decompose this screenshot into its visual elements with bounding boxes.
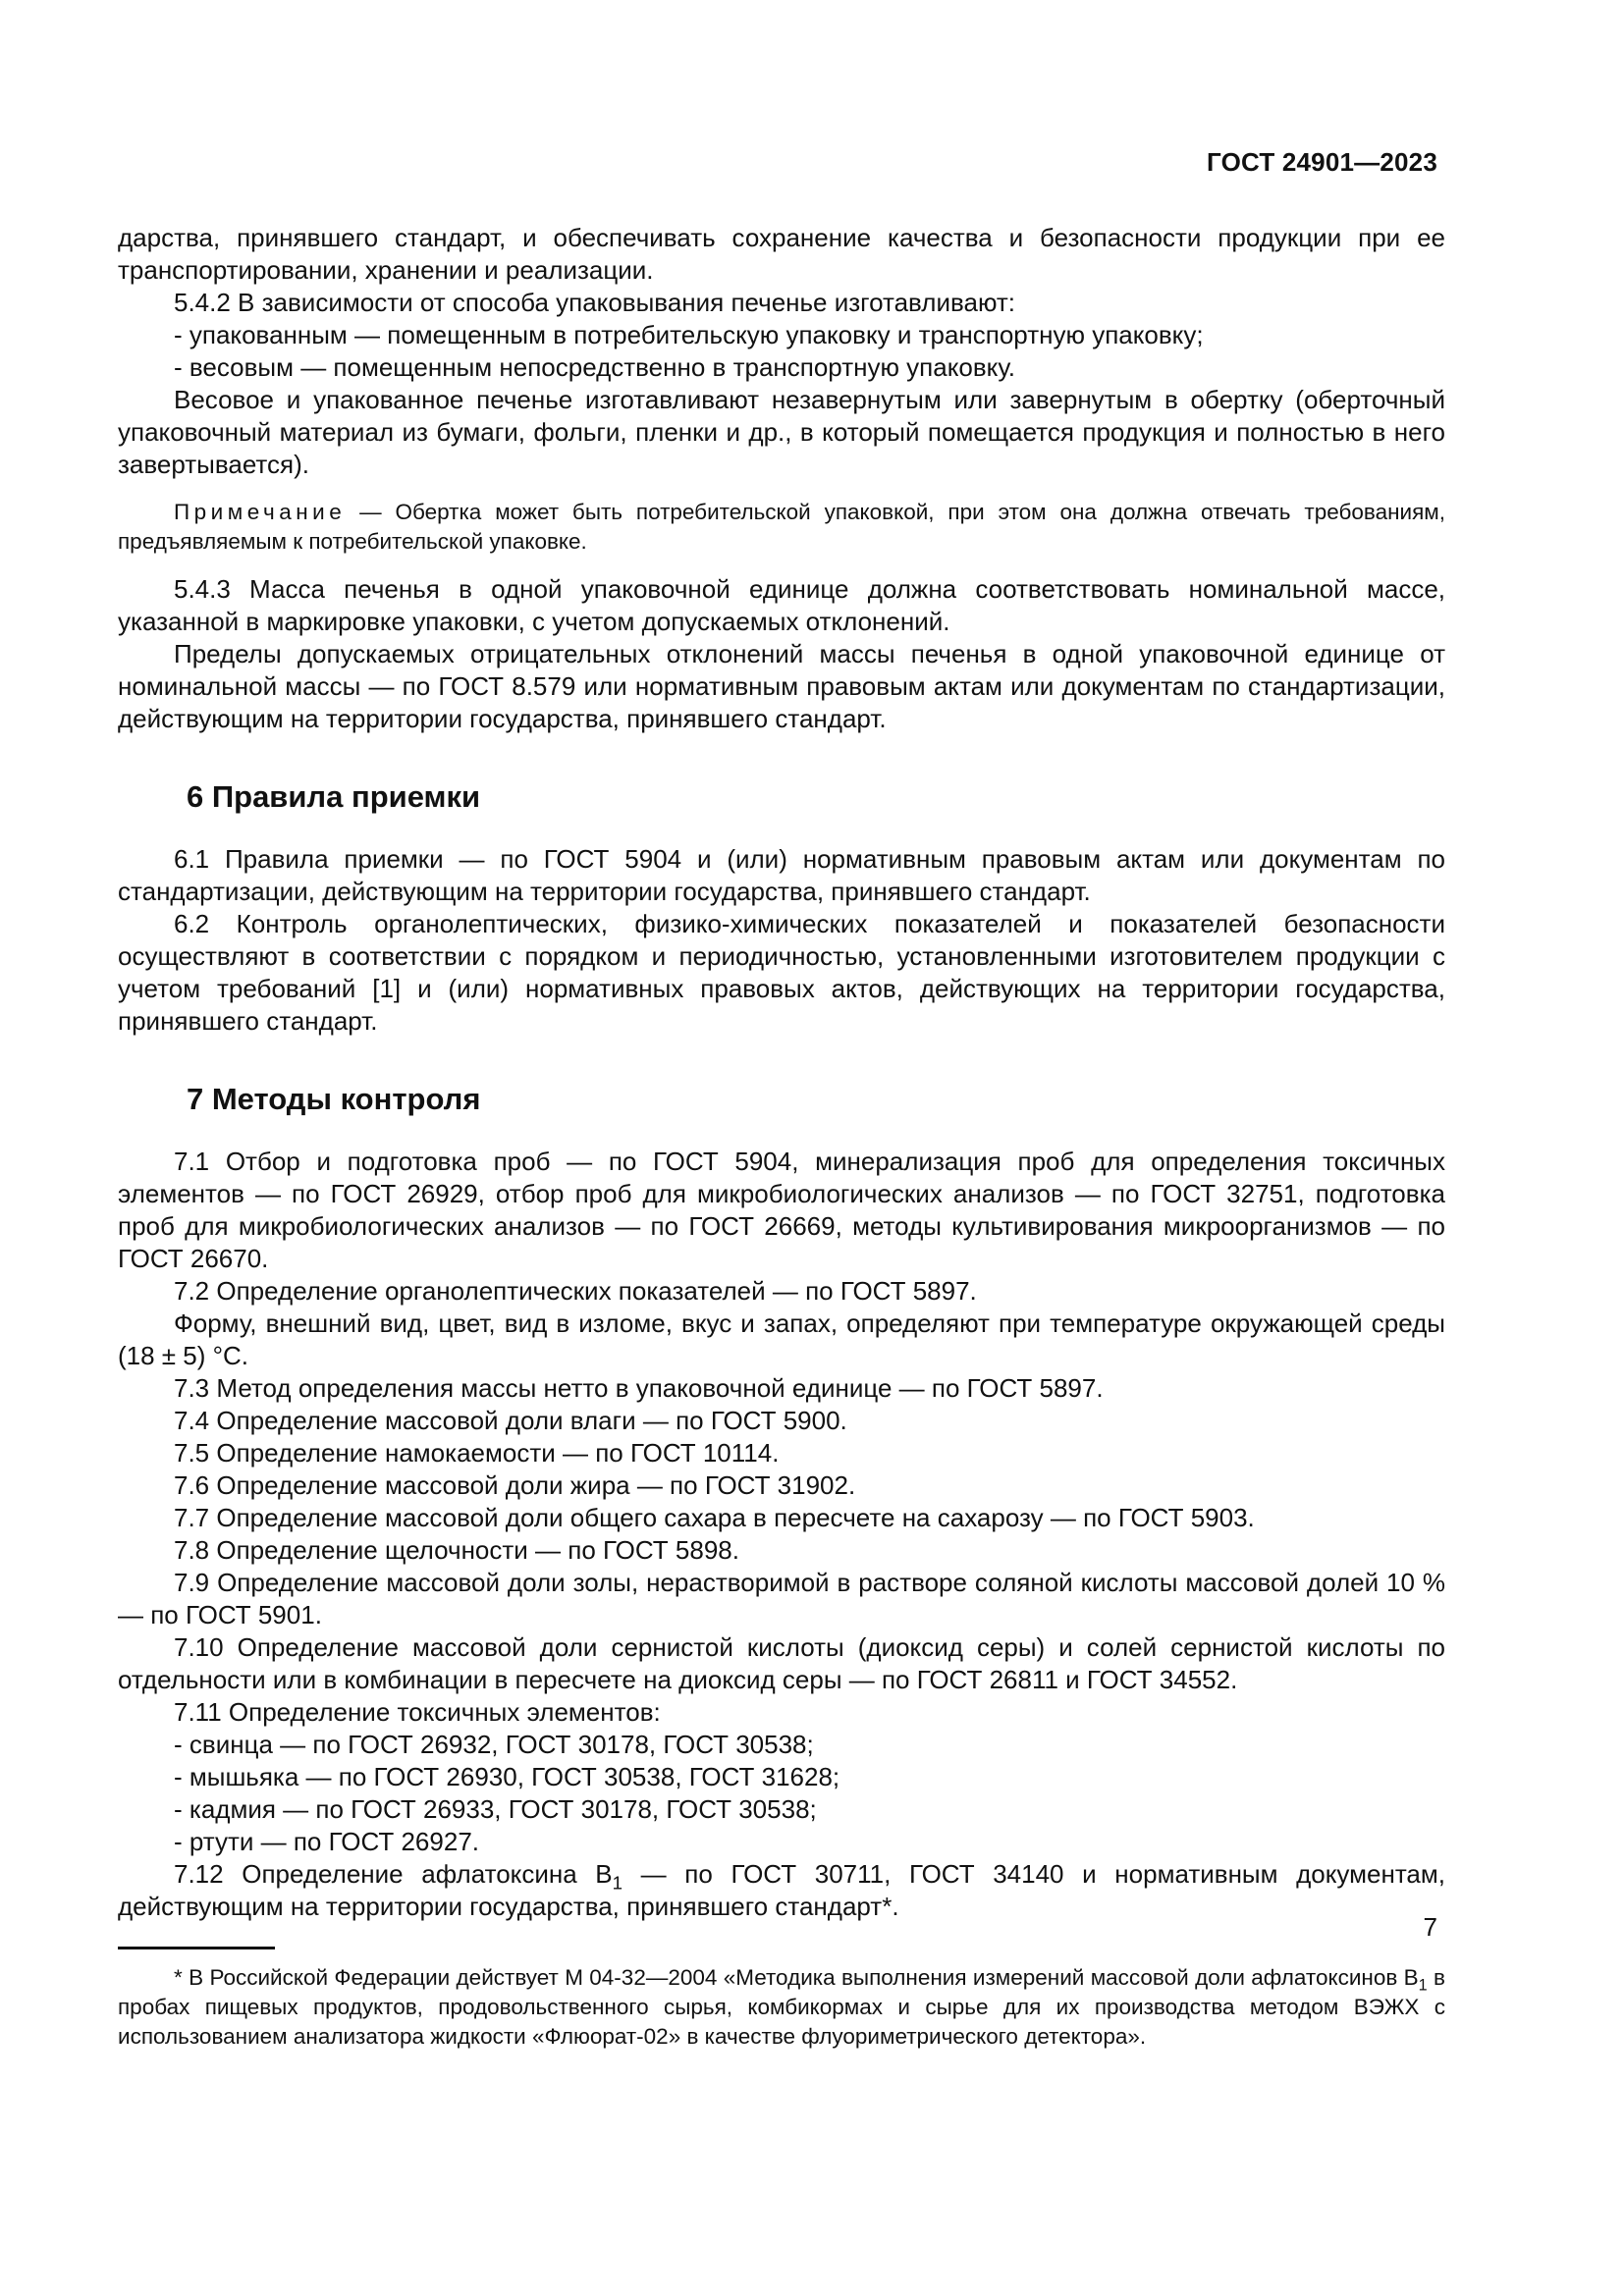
paragraph-7-10: 7.10 Определение массовой доли сернистой кислоты (диоксид серы) и солей сернистой кислоты по отдельности или в комбинации в пересчете на диоксид серы — по ГОСТ 26811 и ГОСТ 34552. [118, 1632, 1445, 1694]
paragraph-deviation-limits: Пределы допускаемых отрицательных отклонений массы печенья в одной упаковочной единице от номинальной массы — по ГОСТ 8.579 или нормативным правовым актам или документам по стандартизации, действующим на территории государства, принявшего стандарт. [118, 639, 1445, 733]
paragraph-7-11: 7.11 Определение токсичных элементов: [174, 1697, 661, 1727]
footnote-subscript: 1 [1418, 1976, 1428, 1995]
list-item-packed: - упакованным — помещенным в потребительскую упаковку и транспортную упаковку; [174, 320, 1204, 349]
paragraph-7-4: 7.4 Определение массовой доли влаги — по ГОСТ 5900. [174, 1406, 847, 1435]
paragraph-7-3: 7.3 Метод определения массы нетто в упаковочной единице — по ГОСТ 5897. [174, 1373, 1104, 1403]
footnote-separator [118, 1947, 275, 1949]
paragraph-7-7: 7.7 Определение массовой доли общего сахара в пересчете на сахарозу — по ГОСТ 5903. [174, 1503, 1255, 1532]
paragraph-wrapping: Весовое и упакованное печенье изготавливают незавернутым или завернутым в обертку (оберточный упаковочный материал из бумаги, фольги, пленки и др., в который помещается продукция и полностью в него завертывается). [118, 385, 1445, 479]
p712-text-before: 7.12 Определение афлатоксина В [174, 1859, 613, 1889]
page-number: 7 [1423, 1912, 1437, 1942]
paragraph-7-2-conditions: Форму, внешний вид, цвет, вид в изломе, вкус и запах, определяют при температуре окружающей среды (18 ± 5) °С. [118, 1308, 1445, 1370]
list-item-mercury: - ртути — по ГОСТ 26927. [174, 1827, 479, 1856]
footnote-text-before: * В Российской Федерации действует М 04-32—2004 «Методика выполнения измерений массовой доли афлатоксинов В [174, 1965, 1419, 1990]
paragraph-7-1: 7.1 Отбор и подготовка проб — по ГОСТ 5904, минерализация проб для определения токсичных элементов — по ГОСТ 26929, отбор проб для микробиологических анализов — по ГОСТ 32751, подготовка проб для микробиологических анализов — по ГОСТ 26669, методы культивирования микроорганизмов — по ГОСТ 26670. [118, 1147, 1445, 1273]
note-label: Примечание [174, 500, 347, 524]
paragraph-continuation: дарства, принявшего стандарт, и обеспечивать сохранение качества и безопасности продукции при ее транспортировании, хранении и реализации. [118, 223, 1445, 285]
list-item-weighed: - весовым — помещенным непосредственно в транспортную упаковку. [174, 352, 1015, 382]
note [118, 498, 1445, 557]
list-item-cadmium: - кадмия — по ГОСТ 26933, ГОСТ 30178, ГОСТ 30538; [174, 1794, 817, 1824]
list-item-arsenic: - мышьяка — по ГОСТ 26930, ГОСТ 30538, ГОСТ 31628; [174, 1762, 840, 1791]
note-text: — Обертка может быть потребительской упаковкой, при этом она должна отвечать требованиям, предъявляемым к потребительской упаковке. [118, 500, 1445, 554]
footnote [118, 1963, 1445, 2052]
paragraph-6-1: 6.1 Правила приемки — по ГОСТ 5904 и (или) нормативным правовым актам или документам по стандартизации, действующим на территории государства, принявшего стандарт. [118, 844, 1445, 906]
paragraph-7-5: 7.5 Определение намокаемости — по ГОСТ 10114. [174, 1438, 780, 1468]
p712-text-after: — по ГОСТ 30711, ГОСТ 34140 и нормативным документам, действующим на территории государства, принявшего стандарт*. [118, 1859, 1445, 1921]
paragraph-5-4-2: 5.4.2 В зависимости от способа упаковывания печенье изготавливают: [174, 288, 1016, 317]
paragraph-7-6: 7.6 Определение массовой доли жира — по ГОСТ 31902. [174, 1470, 856, 1500]
section-6-heading: 6 Правила приемки [187, 779, 481, 814]
p712-subscript: 1 [612, 1872, 623, 1894]
paragraph-7-12 [118, 1858, 1445, 1923]
list-item-lead: - свинца — по ГОСТ 26932, ГОСТ 30178, ГОСТ 30538; [174, 1730, 814, 1759]
page-content [118, 222, 1445, 2052]
footnote-text-after: в пробах пищевых продуктов, продовольственного сырья, комбикормах и сырье для их производства методом ВЭЖХ с использованием анализатора жидкости «Флюорат-02» в качестве флуориметрического детектора». [118, 1965, 1445, 2049]
paragraph-7-9: 7.9 Определение массовой доли золы, нерастворимой в растворе соляной кислоты массовой долей 10 % — по ГОСТ 5901. [118, 1568, 1445, 1629]
document-header: ГОСТ 24901—2023 [1207, 147, 1437, 177]
paragraph-6-2: 6.2 Контроль органолептических, физико-химических показателей и показателей безопасности осуществляют в соответствии с порядком и периодичностью, установленными изготовителем продукции с учетом требований [1] и (или) нормативных правовых актов, действующих на территории государства, принявшего стандарт. [118, 909, 1445, 1036]
section-7-heading: 7 Методы контроля [187, 1082, 481, 1116]
paragraph-7-8: 7.8 Определение щелочности — по ГОСТ 5898. [174, 1535, 739, 1565]
paragraph-5-4-3: 5.4.3 Масса печенья в одной упаковочной единице должна соответствовать номинальной массе, указанной в маркировке упаковки, с учетом допускаемых отклонений. [118, 574, 1445, 636]
paragraph-7-2: 7.2 Определение органолептических показателей — по ГОСТ 5897. [174, 1276, 977, 1306]
